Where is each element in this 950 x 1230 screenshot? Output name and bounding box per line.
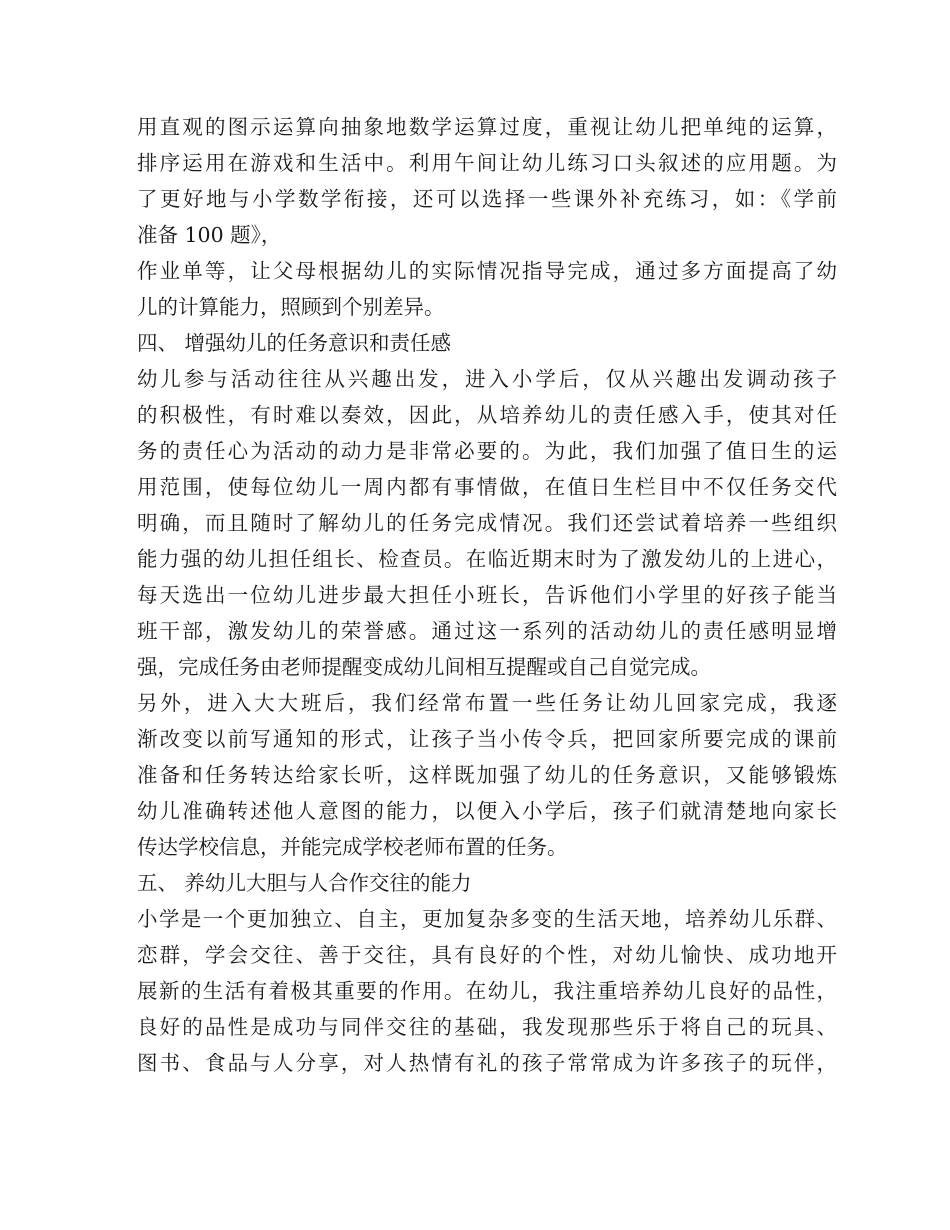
text-line: 儿的计算能力，照顾到个别差异。 — [137, 295, 445, 319]
text-line: 良好的品性是成功与同伴交往的基础，我发现那些乐于将自己的玩具、 — [137, 1015, 837, 1039]
text-line: 的积极性，有时难以奏效，因此，从培养幼儿的责任感入手，使其对任 — [137, 403, 837, 427]
text-line: 图书、食品与人分享，对人热情有礼的孩子常常成为许多孩子的玩伴， — [137, 1051, 837, 1075]
text-line: 幼儿参与活动往往从兴趣出发，进入小学后，仅从兴趣出发调动孩子 — [137, 367, 837, 391]
text-line: 四、 增强幼儿的任务意识和责任感 — [137, 331, 452, 355]
text-line: 恋群，学会交往、善于交往，具有良好的个性，对幼儿愉快、成功地开 — [137, 943, 837, 967]
document-body — [137, 109, 837, 1081]
text-line: 排序运用在游戏和生活中。利用午间让幼儿练习口头叙述的应用题。为 — [137, 151, 837, 175]
text-line: 了更好地与小学数学衔接，还可以选择一些课外补充练习，如：《学前 — [137, 187, 837, 211]
text-line: 能力强的幼儿担任组长、检查员。在临近期末时为了激发幼儿的上进心， — [137, 547, 837, 571]
text-line: 展新的生活有着极其重要的作用。在幼儿，我注重培养幼儿良好的品性， — [137, 979, 837, 1003]
text-line: 准备和任务转达给家长听，这样既加强了幼儿的任务意识，又能够锻炼 — [137, 763, 837, 787]
text-line: 用直观的图示运算向抽象地数学运算过度，重视让幼儿把单纯的运算， — [137, 115, 837, 139]
text-line: 渐改变以前写通知的形式，让孩子当小传令兵，把回家所要完成的课前 — [137, 727, 837, 751]
text-line: 传达学校信息，并能完成学校老师布置的任务。 — [137, 835, 568, 859]
text-line: 每天选出一位幼儿进步最大担任小班长，告诉他们小学里的好孩子能当 — [137, 583, 837, 607]
text-line: 班干部，激发幼儿的荣誉感。通过这一系列的活动幼儿的责任感明显增 — [137, 619, 837, 643]
text-line: 小学是一个更加独立、自主，更加复杂多变的生活天地，培养幼儿乐群、 — [137, 907, 837, 931]
text-line: 用范围，使每位幼儿一周内都有事情做，在值日生栏目中不仅任务交代 — [137, 475, 837, 499]
text-line: 明确，而且随时了解幼儿的任务完成情况。我们还尝试着培养一些组织 — [137, 511, 837, 535]
text-line: 作业单等，让父母根据幼儿的实际情况指导完成，通过多方面提高了幼 — [137, 259, 837, 283]
text-line: 准备 100 题》， — [137, 223, 282, 247]
text-line: 幼儿准确转述他人意图的能力，以便入小学后，孩子们就清楚地向家长 — [137, 799, 837, 823]
text-line: 另外，进入大大班后，我们经常布置一些任务让幼儿回家完成，我逐 — [137, 691, 837, 715]
text-line: 务的责任心为活动的动力是非常必要的。为此，我们加强了值日生的运 — [137, 439, 837, 463]
text-line: 强，完成任务由老师提醒变成幼儿间相互提醒或自己自觉完成。 — [137, 655, 711, 679]
text-line: 五、 养幼儿大胆与人合作交往的能力 — [137, 871, 472, 895]
